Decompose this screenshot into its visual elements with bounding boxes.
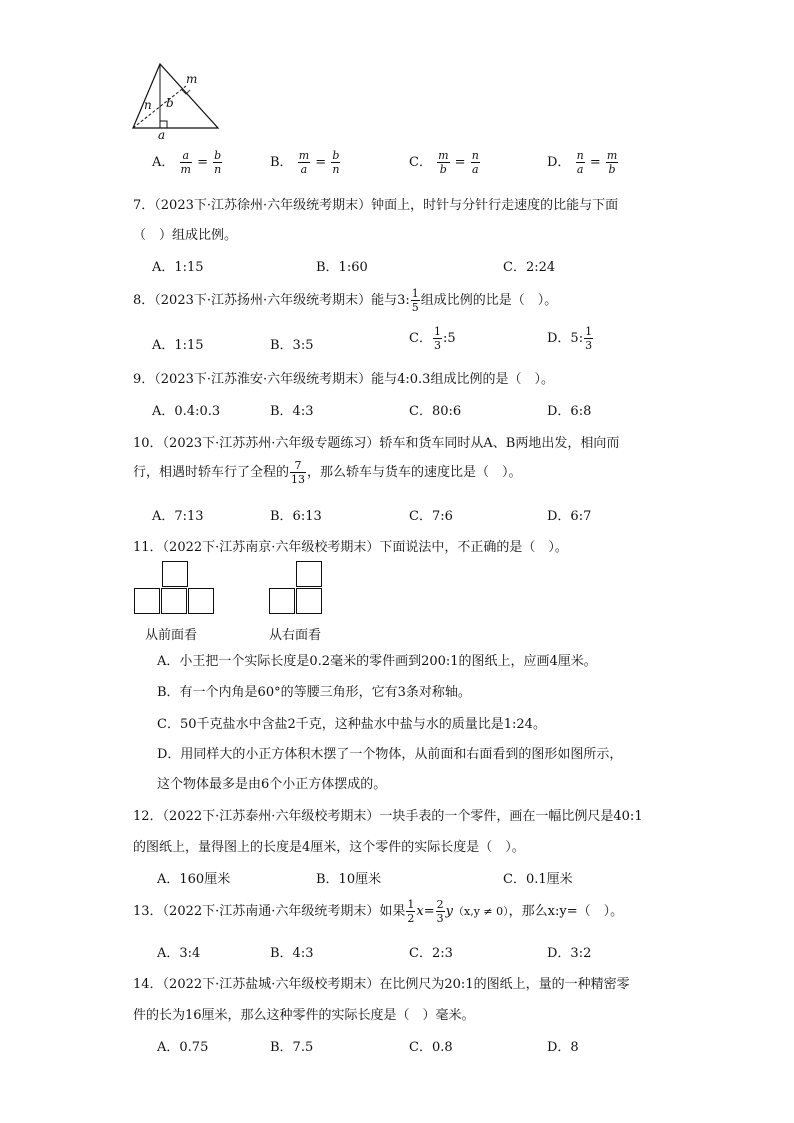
q9-stem: 9．（2023下·江苏淮安·六年级统考期末）能与4:0.3组成比例的是（ ）。 (133, 372, 554, 387)
equals-sign: = (315, 155, 327, 170)
fraction: $\frac{1}{3}$ (433, 325, 441, 352)
fraction: $\frac{1}{5}$ (411, 287, 419, 314)
q6-option-a[interactable] (152, 150, 223, 175)
q13-option-d[interactable]: D．3:2 (547, 946, 592, 961)
q8-stem-text-end: 组成比例的比是（ ）。 (420, 293, 558, 308)
option-rest: :5 (442, 331, 456, 346)
label-b: b (166, 96, 174, 110)
q12-option-b[interactable]: B．10厘米 (316, 872, 382, 887)
q13-stem (133, 899, 623, 924)
q12-stem-line1: 12．（2022下·江苏泰州·六年级校考期末）一块手表的一个零件，画在一幅比例尺是40:1 (133, 809, 643, 824)
q10-option-d[interactable]: D．6:7 (547, 509, 592, 524)
q12-stem-line2: 的图纸上，量得图上的长度是4厘米，这个零件的实际长度是（ ）。 (133, 840, 525, 855)
q14-option-d[interactable]: D．8 (547, 1040, 579, 1055)
var-x: x (416, 904, 424, 919)
q8-option-b[interactable]: B．3:5 (270, 338, 314, 353)
option-letter: C． (409, 331, 432, 346)
label-a: a (158, 128, 166, 142)
q11-stem: 11．（2022下·江苏南京·六年级校考期末）下面说法中，不正确的是（ ）。 (133, 540, 568, 555)
q13-option-a[interactable]: A．3:4 (157, 946, 201, 961)
equals-sign: = (589, 155, 601, 170)
q9-option-b[interactable]: B．4:3 (270, 404, 314, 419)
q13-stem-text: 13．（2022下·江苏南通·六年级统考期末）如果 (133, 904, 406, 919)
q14-option-b[interactable]: B．7.5 (270, 1040, 314, 1055)
right-view-figure (269, 561, 325, 617)
q13-condition: （x,y ≠ 0） (453, 905, 509, 918)
fraction: $\frac{n}{a}$ (471, 149, 479, 176)
q8-option-a[interactable]: A．1:15 (152, 338, 204, 353)
fraction: $\frac{2}{3}$ (436, 898, 444, 925)
q11-option-d-line1[interactable]: D．用同样大的小正方体积木摆了一个物体，从前面和右面看到的图形如图所示， (157, 747, 623, 762)
option-letter: B． (270, 155, 293, 170)
q7-stem-line2: （ ）组成比例。 (133, 228, 238, 243)
caption-right-view: 从右面看 (269, 628, 322, 643)
q11-option-b[interactable]: B．有一个内角是60°的等腰三角形，它有3条对称轴。 (157, 685, 471, 700)
q9-option-d[interactable]: D．6:8 (547, 404, 592, 419)
q14-option-a[interactable]: A．0.75 (157, 1040, 209, 1055)
q8-option-d[interactable] (547, 326, 594, 351)
triangle-figure (128, 60, 228, 144)
fraction: $\frac{a}{m}$ (180, 149, 191, 176)
q10-stem-line1: 10．（2023下·江苏苏州·六年级专题练习）轿车和货车同时从A、B两地出发，相向而 (133, 436, 620, 451)
fraction: $\frac{n}{a}$ (576, 149, 584, 176)
front-view-figure (134, 561, 218, 617)
label-n: n (144, 98, 152, 112)
q7-stem-line1: 7．（2023下·江苏徐州·六年级统考期末）钟面上，时针与分针行走速度的比能与下面 (133, 198, 619, 213)
fraction: $\frac{b}{n}$ (214, 149, 222, 176)
q7-option-c[interactable]: C．2:24 (503, 260, 556, 275)
var-y: y (445, 904, 454, 919)
q9-option-a[interactable]: A．0.4:0.3 (152, 404, 221, 419)
q6-option-d[interactable] (547, 150, 619, 175)
q13-option-c[interactable]: C．2:3 (409, 946, 453, 961)
fraction: $\frac{m}{a}$ (298, 149, 310, 176)
q9-option-c[interactable]: C．80:6 (409, 404, 462, 419)
q7-option-a[interactable]: A．1:15 (152, 260, 204, 275)
q13-stem-text-end: ，那么x:y=（ ）。 (508, 904, 624, 919)
equals-sign: = (423, 904, 435, 919)
fraction: $\frac{m}{b}$ (438, 149, 449, 176)
q6-option-b[interactable] (270, 150, 341, 175)
q14-option-c[interactable]: C．0.8 (409, 1040, 453, 1055)
q8-stem-text: 8．（2023下·江苏扬州·六年级统考期末）能与3: (133, 293, 410, 308)
q13-option-b[interactable]: B．4:3 (270, 946, 314, 961)
fraction: $\frac{1}{3}$ (585, 325, 593, 352)
q10-stem-text-end: ，那么轿车与货车的速度比是（ ）。 (307, 465, 522, 480)
fraction: $\frac{1}{2}$ (407, 898, 415, 925)
q12-option-c[interactable]: C．0.1厘米 (503, 872, 573, 887)
fraction: $\frac{7}{13}$ (291, 459, 306, 486)
q10-stem-line2 (133, 460, 522, 485)
q10-option-c[interactable]: C．7:6 (409, 509, 453, 524)
q8-option-c[interactable] (409, 326, 456, 351)
option-letter: D．5: (547, 331, 584, 346)
q12-option-a[interactable]: A．160厘米 (157, 872, 231, 887)
option-letter: A． (152, 155, 175, 170)
fraction: $\frac{m}{b}$ (606, 149, 618, 176)
q11-option-d-line2: 这个物体最多是由6个小正方体摆成的。 (157, 777, 387, 792)
q10-stem-text: 行，相遇时轿车行了全程的 (133, 465, 290, 480)
q14-stem-line1: 14．（2022下·江苏盐城·六年级校考期末）在比例尺为20:1的图纸上，量的一种精密零 (133, 977, 630, 992)
q6-option-c[interactable] (409, 150, 481, 175)
q14-stem-line2: 件的长为16厘米，那么这种零件的实际长度是（ ）毫米。 (133, 1008, 475, 1023)
q11-option-a[interactable]: A．小王把一个实际长度是0.2毫米的零件画到200:1的图纸上，应画4厘米。 (157, 654, 597, 669)
equals-sign: = (454, 155, 466, 170)
q10-option-a[interactable]: A．7:13 (152, 509, 204, 524)
q8-stem (133, 288, 557, 313)
q10-option-b[interactable]: B．6:13 (270, 509, 322, 524)
q11-option-c[interactable]: C．50千克盐水中含盐2千克，这种盐水中盐与水的质量比是1:24。 (157, 717, 546, 732)
label-m: m (186, 72, 198, 86)
caption-front-view: 从前面看 (145, 628, 198, 643)
option-letter: D． (547, 155, 571, 170)
fraction: $\frac{b}{n}$ (332, 149, 340, 176)
equals-sign: = (197, 155, 209, 170)
q7-option-b[interactable]: B．1:60 (316, 260, 368, 275)
option-letter: C． (409, 155, 432, 170)
